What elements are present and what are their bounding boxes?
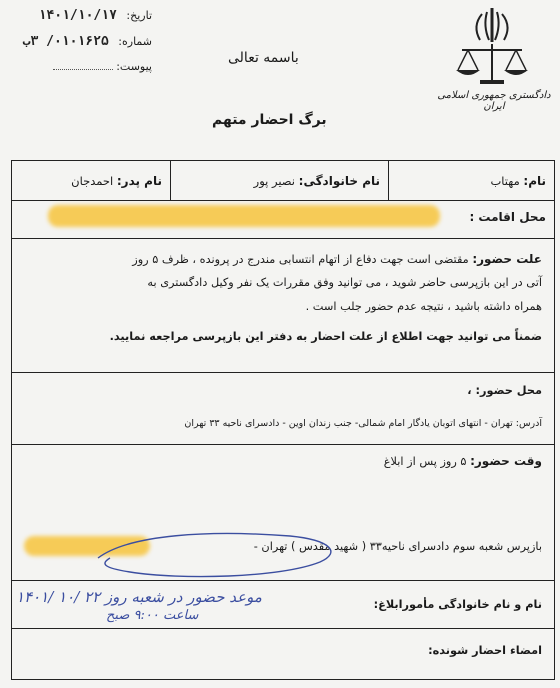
basmala: باسمه تعالی	[228, 50, 299, 66]
father-name-value: احمدجان	[71, 174, 114, 188]
reason-line-1	[132, 252, 542, 266]
column-divider	[388, 160, 389, 200]
name-field	[490, 174, 546, 188]
signature-label: امضاء احضار شونده:	[428, 644, 542, 657]
residence-label: محل اقامت :	[469, 210, 546, 224]
father-name-field	[71, 174, 162, 188]
reason-note: ضمناً می توانید جهت اطلاع از علت احضار به دفتر این بازپرسی مراجعه نمایید.	[109, 330, 542, 343]
handwritten-appointment-time: ساعت ۹:۰۰ صبح	[106, 608, 199, 623]
divider	[11, 238, 555, 239]
family-name-label: نام خانوادگی:	[298, 174, 380, 188]
name-label: نام:	[523, 174, 546, 188]
date-label: تاریخ:	[126, 9, 152, 22]
officer-label: نام و نام خانوادگی مأمورابلاغ:	[373, 598, 542, 611]
reason-line-2: آتی در این بازپرسی حاضر شوید ، می توانید وفق مقررات یک نفر وکیل دادگستری به	[147, 276, 542, 289]
date-value: ۱۴۰۱/۱۰/۱۷	[38, 8, 117, 23]
number-label: شماره:	[118, 35, 152, 48]
reason-line-3: همراه داشته باشید ، نتیجه عدم حضور جلب است .	[305, 300, 542, 313]
divider	[11, 372, 555, 373]
attachment-field	[12, 60, 152, 73]
page-title: برگ احضار متهم	[212, 112, 327, 128]
location-label: محل حضور: ،	[467, 384, 542, 397]
reason-label: علت حضور:	[472, 252, 542, 266]
handwritten-appointment: موعد حضور در شعبه روز ۲۲ /۱۰ /۱۴۰۱	[16, 588, 262, 606]
number-value: ۰۱۰۱۶۲۵/ ۳ب	[22, 34, 109, 49]
divider	[11, 200, 555, 201]
emblem-caption: دادگستری جمهوری اسلامی ایران	[437, 90, 551, 112]
divider	[11, 628, 555, 629]
name-value: مهتاب	[490, 174, 520, 188]
date-field	[12, 8, 152, 23]
number-field	[12, 34, 152, 49]
column-divider	[170, 160, 171, 200]
divider	[11, 444, 555, 445]
attachment-label: پیوست:	[116, 60, 152, 73]
family-name-field	[254, 174, 380, 188]
time-value: ۵ روز پس از ابلاغ	[383, 455, 467, 468]
issuer-line: بازپرس شعبه سوم دادسرای ناحیه۳۳ ( شهید مقدس ) تهران -	[253, 540, 542, 553]
family-name-value: نصیر پور	[253, 174, 295, 188]
reason-text-1: مقتضی است جهت دفاع از اتهام انتسابی مندرج در پرونده ، ظرف ۵ روز	[132, 253, 469, 266]
time-label: وقت حضور:	[470, 454, 542, 468]
time-field	[384, 454, 542, 468]
father-name-label: نام پدر:	[116, 174, 162, 188]
redacted-address	[48, 205, 440, 227]
location-address: آدرس: تهران - انتهای اتوبان یادگار امام شمالی- جنب زندان اوین - دادسرای ناحیه ۳۳ تهران	[184, 418, 542, 429]
attachment-blank	[53, 69, 113, 70]
pen-scribble-icon	[90, 528, 350, 582]
